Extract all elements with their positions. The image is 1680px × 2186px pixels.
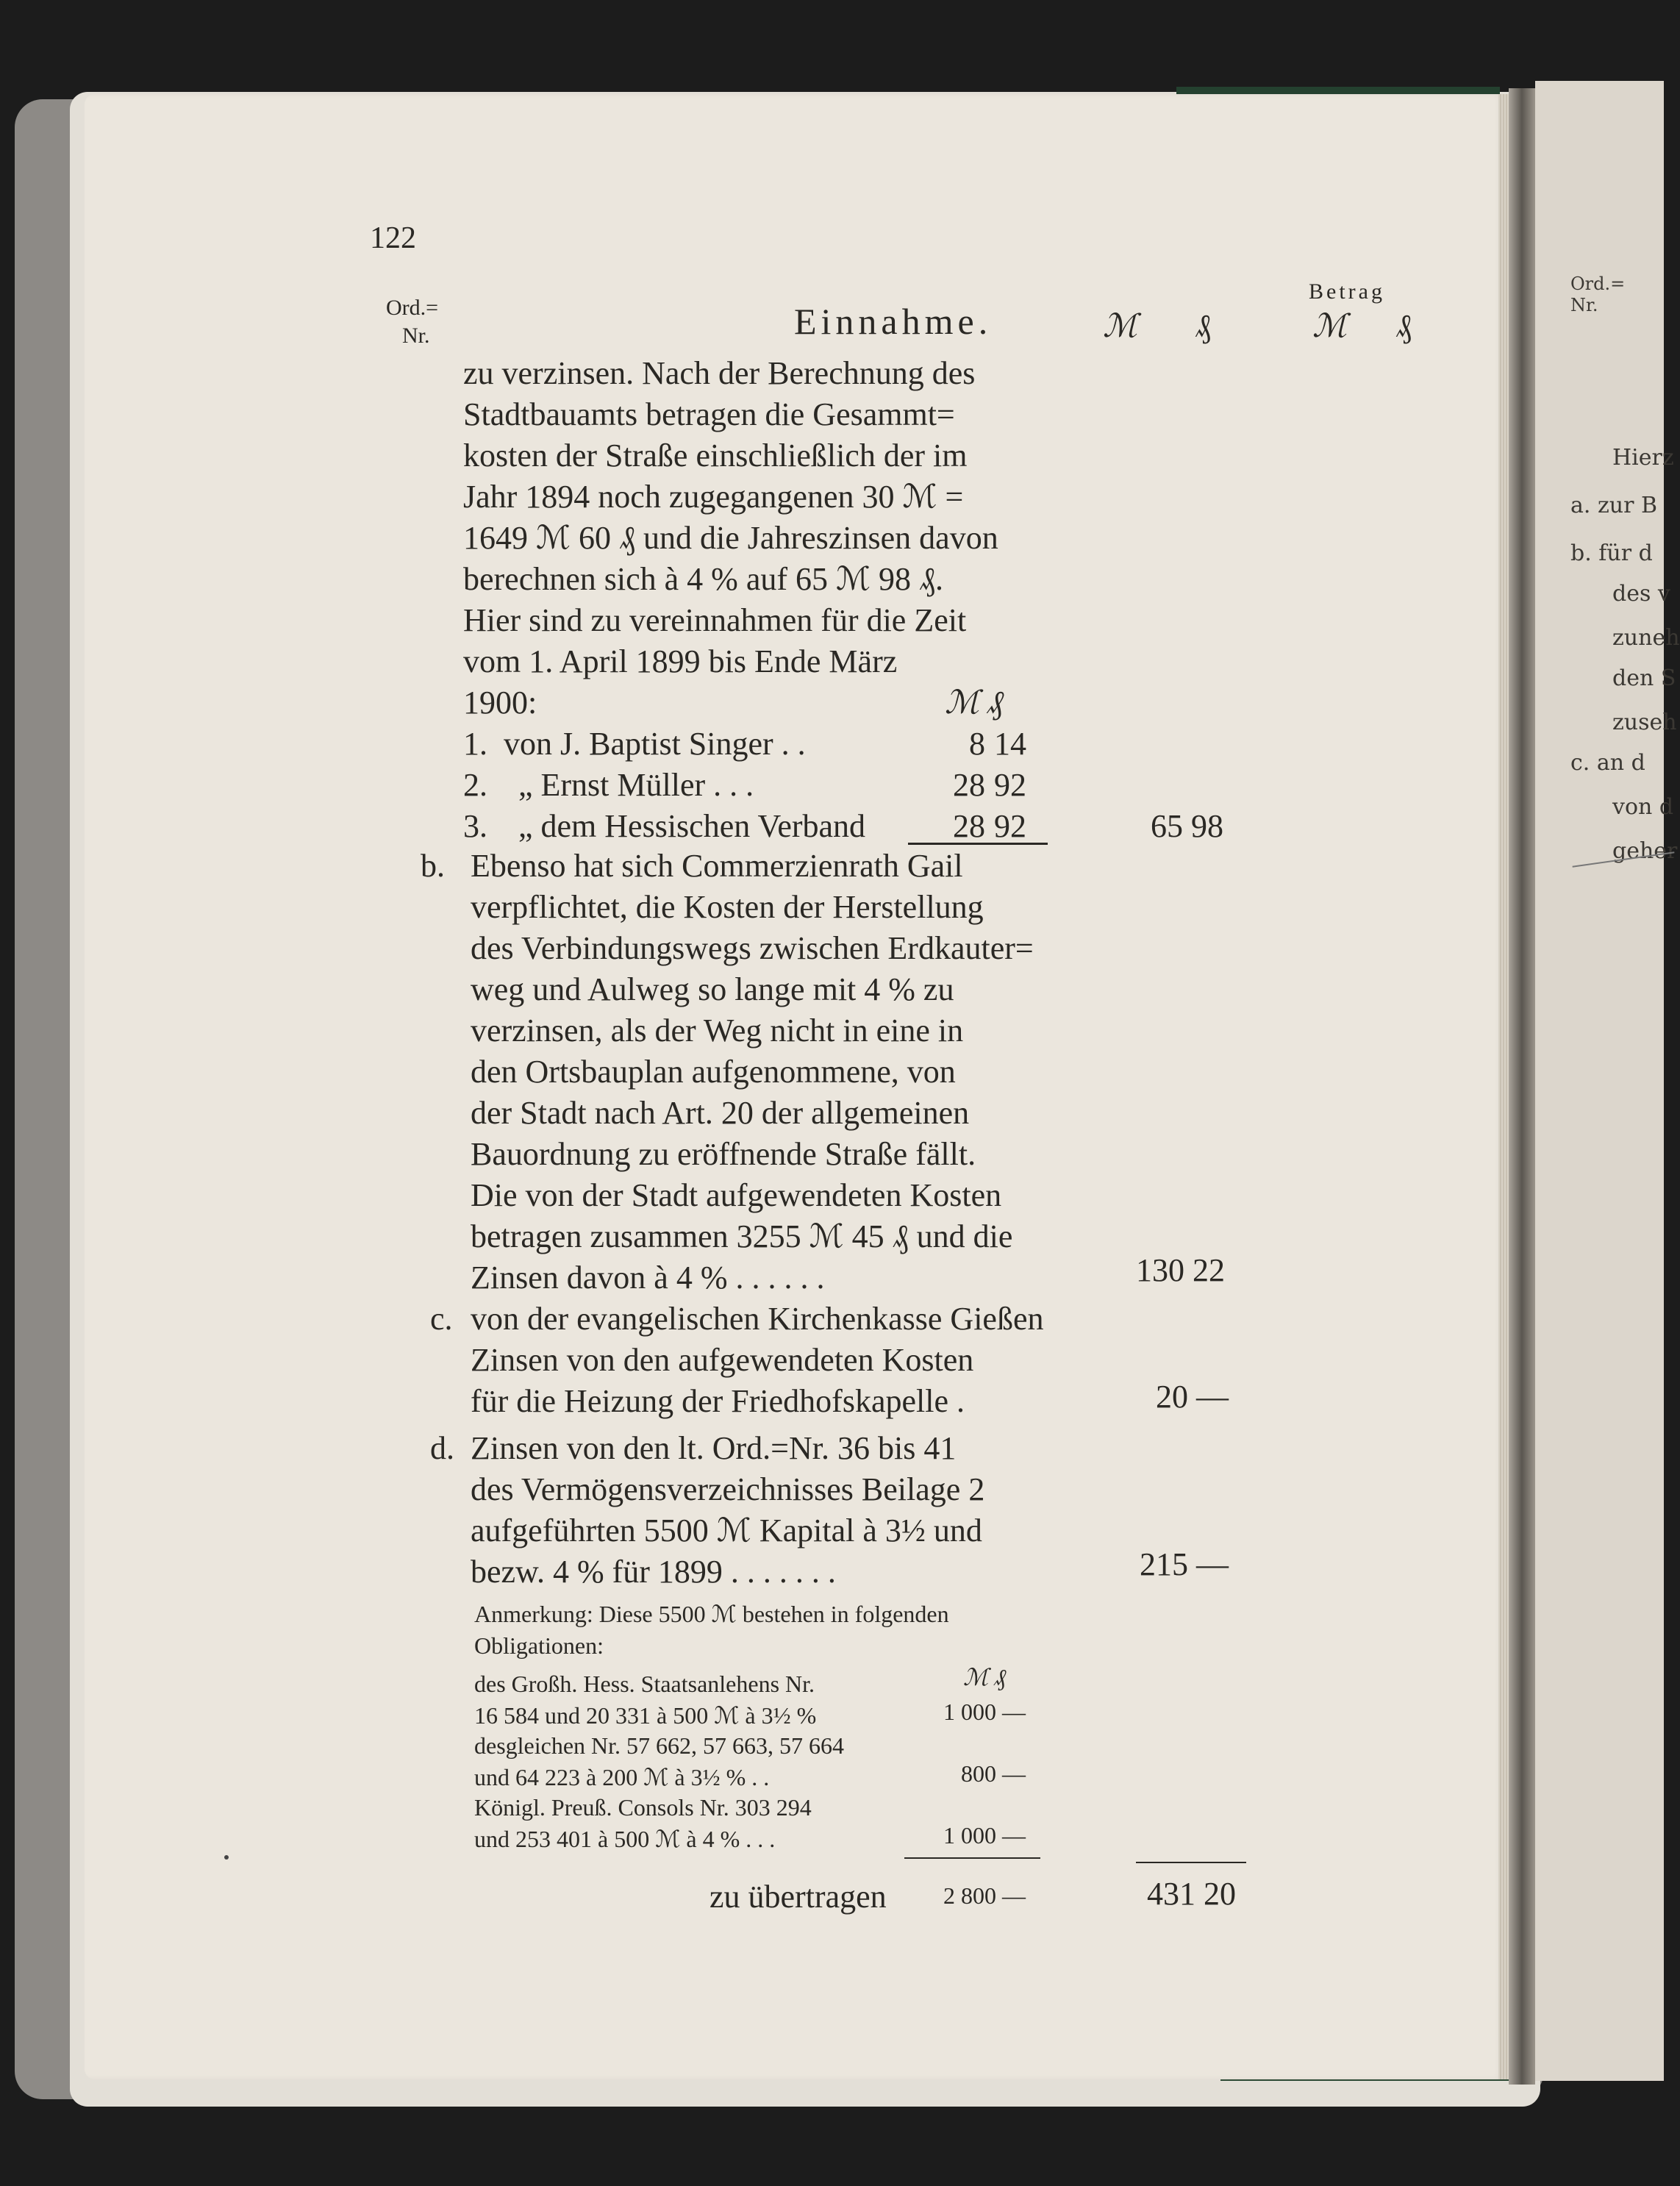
pf-column-header: ₰: [1195, 308, 1211, 344]
betrag-pf-header: ₰: [1395, 308, 1412, 344]
sub-units-header: ℳ ₰: [945, 685, 1004, 721]
note-amount: 1 000 —: [943, 1699, 1026, 1725]
sub-item-number: 3.: [463, 808, 487, 844]
nr-label: Nr.: [402, 323, 430, 348]
right-line: den S: [1612, 665, 1676, 691]
text-line: Zinsen von den aufgewendeten Kosten: [471, 1342, 974, 1378]
sub-item-pf: 14: [994, 726, 1026, 762]
note-amount: 1 000 —: [943, 1822, 1026, 1849]
text-line: 1649 ℳ 60 ₰ und die Jahreszinsen davon: [463, 520, 998, 556]
ord-label: Ord.=: [386, 296, 439, 320]
text-line: Ebenso hat sich Commerzienrath Gail: [471, 848, 963, 884]
item-label: b.: [421, 848, 445, 884]
right-line: des v: [1612, 581, 1670, 607]
item-label: c.: [430, 1301, 453, 1337]
right-line: b. für d: [1570, 540, 1653, 566]
section-title: Einnahme.: [794, 301, 993, 342]
text-line: Stadtbauamts betragen die Gesammt=: [463, 396, 955, 432]
text-line: verpflichtet, die Kosten der Herstellung: [471, 889, 984, 925]
note-total: 2 800 —: [943, 1882, 1026, 1909]
note-line: Anmerkung: Diese 5500 ℳ bestehen in folgenden: [474, 1601, 949, 1627]
ord-nr-header: [386, 294, 438, 349]
text-line: Zinsen von den lt. Ord.=Nr. 36 bis 41: [471, 1430, 957, 1466]
text-line: Hier sind zu vereinnahmen für die Zeit: [463, 602, 967, 638]
amount-c: 20 —: [1156, 1379, 1229, 1415]
text-line: Die von der Stadt aufgewendeten Kosten: [471, 1177, 1002, 1213]
amount-a: 65 98: [1151, 808, 1223, 844]
text-line: zu verzinsen. Nach der Berechnung des: [463, 355, 976, 391]
sub-item-name: von J. Baptist Singer . .: [504, 726, 806, 762]
text-line: 1900:: [463, 685, 537, 721]
right-page: [1535, 81, 1680, 2081]
sub-item-mark: 28: [953, 767, 985, 803]
text-line: berechnen sich à 4 % auf 65 ℳ 98 ₰.: [463, 561, 944, 597]
right-line: von d: [1612, 794, 1674, 820]
right-nr-label: Nr.: [1570, 294, 1598, 315]
note-row: Königl. Preuß. Consols Nr. 303 294: [474, 1794, 812, 1821]
text-line: von der evangelischen Kirchenkasse Gießen: [471, 1301, 1044, 1337]
book-gutter: [1509, 88, 1535, 2085]
carry-label: zu übertragen: [709, 1879, 887, 1915]
right-line: a. zur B: [1570, 493, 1658, 518]
amount-b: 130 22: [1136, 1252, 1225, 1288]
text-line: der Stadt nach Art. 20 der allgemeinen: [471, 1095, 970, 1131]
right-ord-label: Ord.=: [1570, 274, 1626, 294]
right-line: geher: [1612, 838, 1678, 864]
right-line: c. an d: [1570, 750, 1645, 776]
text-line: des Verbindungswegs zwischen Erdkauter=: [471, 930, 1034, 966]
text-line: für die Heizung der Friedhofskapelle .: [471, 1383, 965, 1419]
sub-item-number: 1.: [463, 726, 487, 762]
sub-item-name: „ Ernst Müller . . .: [518, 767, 754, 803]
page-number: 122: [370, 221, 416, 255]
right-line: Hierz: [1612, 445, 1674, 471]
text-line: verzinsen, als der Weg nicht in eine in: [471, 1012, 964, 1049]
carry-total: 431 20: [1147, 1876, 1236, 1912]
note-row: und 64 223 à 200 ℳ à 3½ % . .: [474, 1764, 770, 1790]
sub-item-name: „ dem Hessischen Verband: [518, 808, 866, 844]
note-amount: 800 —: [961, 1760, 1026, 1787]
item-label: d.: [430, 1430, 454, 1466]
total-rule: [1136, 1862, 1246, 1863]
note-line: Obligationen:: [474, 1632, 604, 1659]
right-ord-header: [1570, 274, 1625, 316]
text-line: weg und Aulweg so lange mit 4 % zu: [471, 971, 954, 1007]
text-line: vom 1. April 1899 bis Ende März: [463, 643, 898, 679]
right-line: zuseh: [1612, 710, 1677, 735]
note-sum-rule: [904, 1857, 1040, 1859]
text-line: aufgeführten 5500 ℳ Kapital à 3½ und: [471, 1512, 982, 1549]
note-units: ℳ ₰: [963, 1664, 1007, 1690]
betrag-header: Betrag: [1309, 279, 1385, 304]
sub-item-number: 2.: [463, 767, 487, 803]
right-line: zuneh: [1612, 625, 1680, 651]
text-line: den Ortsbauplan aufgenommene, von: [471, 1054, 956, 1090]
sub-item-mark: 8: [969, 726, 985, 762]
sum-rule: [908, 843, 1048, 845]
text-line: Bauordnung zu eröffnende Straße fällt.: [471, 1136, 976, 1172]
ink-dot: [224, 1855, 229, 1860]
text-line: kosten der Straße einschließlich der im: [463, 437, 968, 474]
text-line: Zinsen davon à 4 % . . . . . .: [471, 1260, 825, 1296]
note-row: desgleichen Nr. 57 662, 57 663, 57 664: [474, 1732, 845, 1759]
mark-column-header: ℳ: [1103, 308, 1138, 344]
amount-d: 215 —: [1140, 1546, 1229, 1582]
note-row: und 253 401 à 500 ℳ à 4 % . . .: [474, 1826, 776, 1852]
note-row: des Großh. Hess. Staatsanlehens Nr.: [474, 1671, 815, 1697]
text-line: bezw. 4 % für 1899 . . . . . . .: [471, 1554, 836, 1590]
sub-item-pf: 92: [994, 808, 1026, 844]
sub-item-mark: 28: [953, 808, 985, 844]
sub-item-pf: 92: [994, 767, 1026, 803]
text-line: betragen zusammen 3255 ℳ 45 ₰ und die: [471, 1218, 1013, 1254]
note-row: 16 584 und 20 331 à 500 ℳ à 3½ %: [474, 1702, 817, 1729]
text-line: Jahr 1894 noch zugegangenen 30 ℳ =: [463, 479, 964, 515]
text-line: des Vermögensverzeichnisses Beilage 2: [471, 1471, 985, 1507]
betrag-mark-header: ℳ: [1312, 308, 1348, 344]
